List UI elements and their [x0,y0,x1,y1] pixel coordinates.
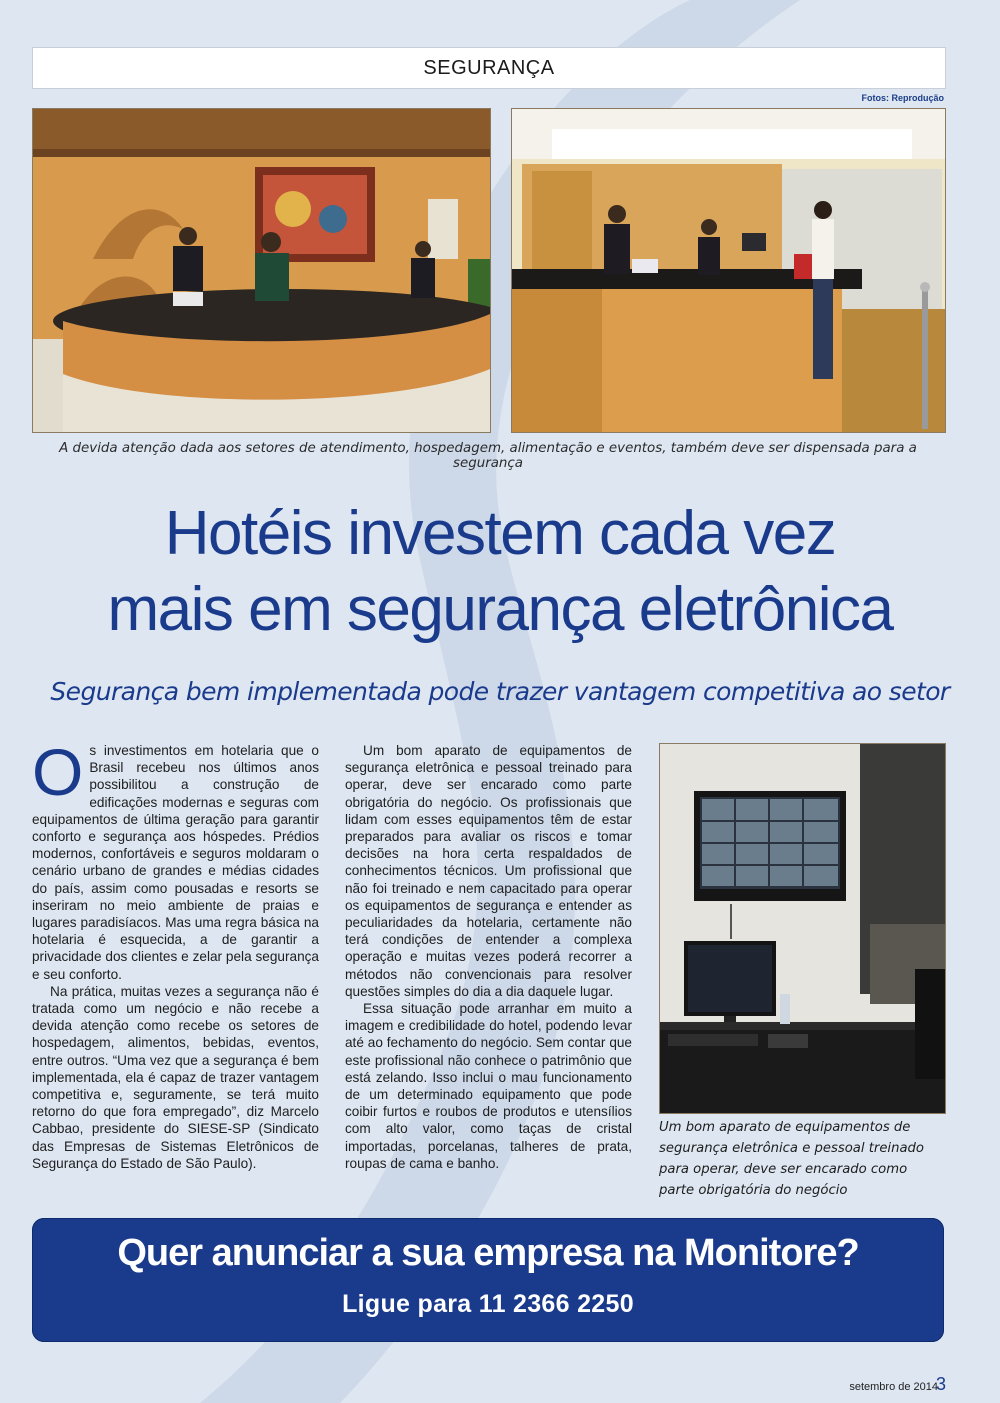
ad-phone: Ligue para 11 2366 2250 [342,1290,634,1318]
side-photo-caption: Um bom aparato de equipamentos de segurança eletrônica e pessoal treinado para operar, deve ser encarado como parte obrigatória do negócio [659,1120,924,1198]
article-column-2 [345,742,632,1172]
security-monitor-photo [659,743,946,1114]
headline-line-1: Hotéis investem cada vez [164,499,836,568]
hotel-lobby-photo [32,108,491,433]
article-paragraph-1: Os investimentos em hotelaria que o Brasil recebeu nos últimos anos possibilitou a construção de edificações modernas e seguras com equipamentos de última geração para garantir conforto e segurança aos hóspedes. Prédios modernos, confortáveis e seguros moldaram o cenário urbano de grandes e médias cidades do país, assim como pousadas e resorts se inseriram no meio ambiente de praias e lugares paradisíacos. Mas uma regra básica na hotelaria é esquecida, a de garantir a privacidade dos clientes e zelar pela segurança e seu conforto. [32,735,319,982]
article-paragraph-3: Um bom aparato de equipamentos de segurança eletrônica e pessoal treinado para operar, deve ser encarado como parte obrigatória do negócio. Os profissionais que lidam com esses equipamentos têm de estar preparados para avaliar os riscos e tomar decisões na hora certa respaldados de conhecimentos técnicos. Um profissional que não foi treinado e nem capacitado para operar os equipamentos de segurança e entender as peculiaridades da hotelaria, certamente não terá condições de entender a complexa operação e muitas vezes poderá recorrer a métodos não convencionais para resolver questões simples do dia a dia daquele lugar. [345,743,632,999]
article-paragraph-2: Na prática, muitas vezes a segurança não é tratada como um negócio e não recebe a devida atenção como recebe os setores de hospedagem, alimentos, bebidas, eventos, entre outros. “Uma vez que a segurança é bem implementada, ela é capaz de trazer vantagem competitiva e, seguramente, se terá muito retorno do que fora empregado”, diz Marcelo Cabbao, presidente do SIESE-SP (Sindicato das Empresas de Sistemas Eletrônicos de Segurança do Estado de São Paulo). [32,983,319,1171]
drop-cap: O [32,735,84,809]
advertisement-banner[interactable] [32,1218,944,1342]
photo-credit: Fotos: Reprodução [861,93,944,103]
article-paragraph-4: Essa situação pode arranhar em muito a imagem e credibilidade do hotel, podendo levar até ao fechamento do negócio. Sem contar que este profissional não conhece o patrimônio que está zelando. Isso inclui o mau funcionamento de um determinado equipamento que pode coibir furtos e roubos de produtos e utensílios com alto valor, como taças de cristal importadas, porcelanas, talheres de prata, roupas de cama e banho. [345,1001,632,1171]
headline-line-2: mais em segurança eletrônica [107,575,893,644]
section-header: SEGURANÇA [32,47,946,89]
subheadline: Segurança bem implementada pode trazer vantagem competitiva ao setor [50,677,950,706]
footer-date: setembro de 2014 [849,1381,938,1393]
top-photo-caption: A devida atenção dada aos setores de atendimento, hospedagem, alimentação e eventos, também deve ser dispensada para a segurança [59,441,917,471]
ad-title: Quer anunciar a sua empresa na Monitore? [117,1232,859,1274]
headline [20,496,980,648]
page-number: 3 [936,1374,947,1394]
hotel-reception-photo [511,108,946,433]
article-column-1 [32,735,319,1172]
